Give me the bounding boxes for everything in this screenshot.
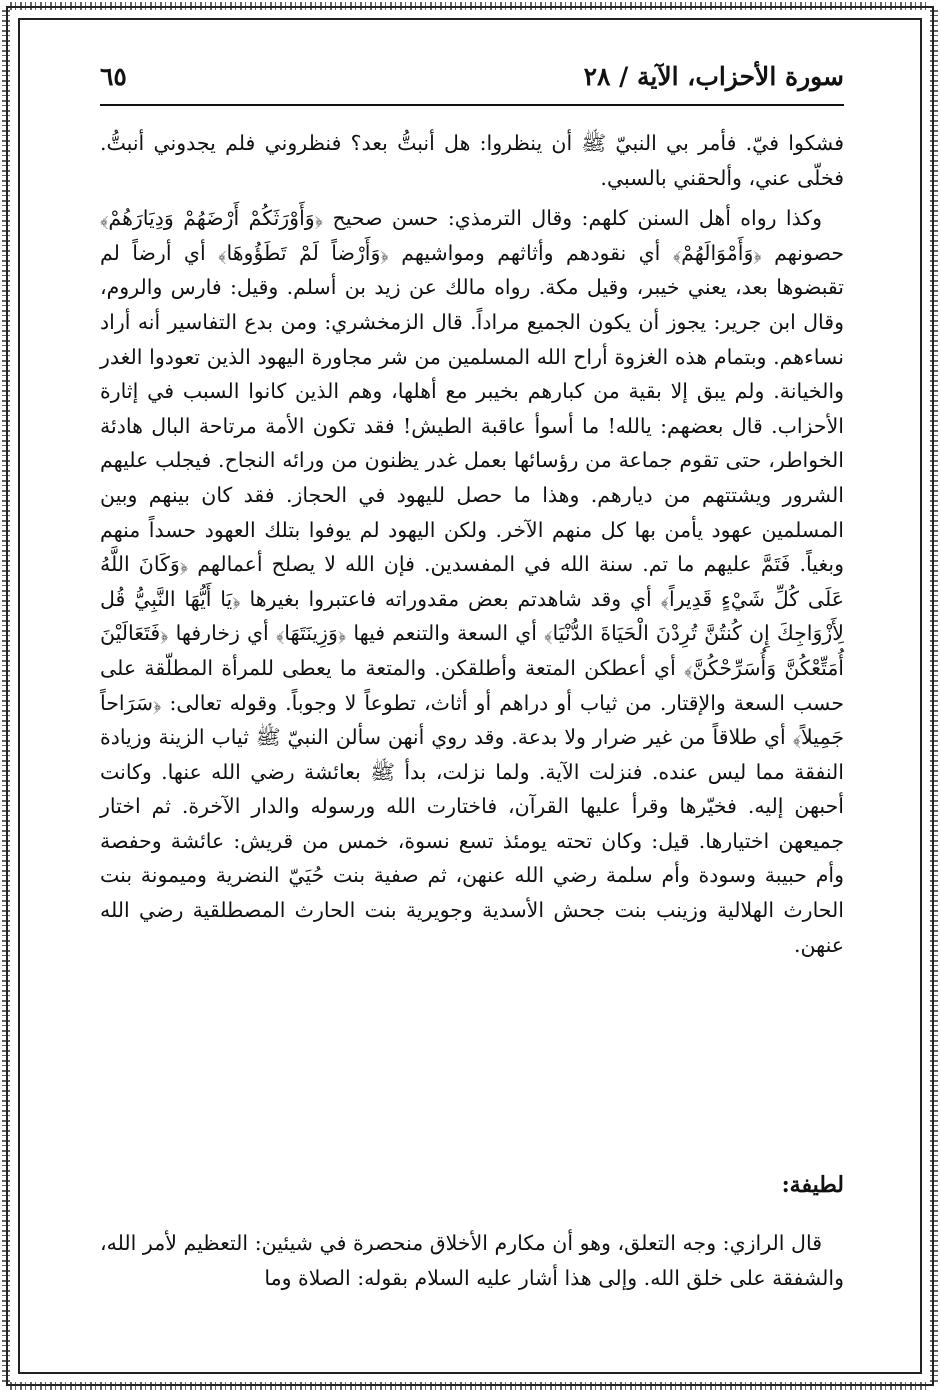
paragraph-1: فشكوا فيّ. فأمر بي النبيّ ﷺ أن ينظروا: هل أنبتُّ بعد؟ فنظروني فلم يجدوني أنبتُّ. فخلّى عني، وألحقني بالسبي. <box>100 131 844 190</box>
section-heading: لطيفة: <box>781 1172 844 1198</box>
running-title: سورة الأحزاب، الآية / ٢٨ <box>583 62 844 91</box>
paragraph-2: وكذا رواه أهل السنن كلهم: وقال الترمذي: حسن صحيح ﴿وَأَوْرَثَكُمْ أَرْضَهُمْ وَدِيَارَهُمْ﴾ حصونهم ﴿وَأَمْوَالَهُمْ﴾ أي نقودهم وأثاثهم ومواشيهم ﴿وَأَرْضاً لَمْ تَطَؤُوهَا﴾ أي أرضاً لم تقبضوها بعد، يعني خيبر، وقيل مكة. رواه مالك عن زيد بن أسلم. وقيل: فارس والروم، وقال ابن جرير: يجوز أن يكون الجميع مراداً. قال الزمخشري: ومن بدع التفاسير أنه أراد نساءهم. وبتمام هذه الغزوة أراح الله المسلمين من شر مجاورة اليهود الذين تعودوا الغدر والخيانة. ولم يبق إلا بقية من كبارهم بخيبر مع أهلها، وهم الذين كانوا السبب في إثارة الأحزاب. قال بعضهم: يالله! ما أسوأ عاقبة الطيش! فقد تكون الأمة مرتاحة البال هادئة الخواطر، حتى تقوم جماعة من رؤسائها بعمل غدر يظنون من ورائه النجاح. فيجلب عليهم الشرور ويشتتهم من ديارهم. وهذا ما حصل لليهود في الحجاز. فقد كان بينهم وبين المسلمين عهود يأمن بها كل منهم الآخر. ولكن اليهود لم يوفوا بتلك العهود حسداً منهم وبغياً. فَتَمَّ عليهم ما تم. سنة الله في المفسدين. فإن الله لا يصلح أعمالهم ﴿وَكَانَ اللَّهُ عَلَى كُلِّ شَيْءٍ قَدِيراً﴾ أي وقد شاهدتم بعض مقدوراته فاعتبروا بغيرها ﴿يَا أَيُّهَا النَّبِيُّ قُل لِأَزْوَاجِكَ إِن كُنتُنَّ تُرِدْنَ الْحَيَاةَ الدُّنْيَا﴾ أي السعة والتنعم فيها ﴿وَزِينَتَهَا﴾ أي زخارفها ﴿فَتَعَالَيْنَ أُمَتِّعْكُنَّ وَأُسَرِّحْكُنَّ﴾ أي أعطكن المتعة وأطلقكن. والمتعة ما يعطى للمرأة المطلّقة على حسب السعة والإقتار. من ثياب أو دراهم أو أثاث، تطوعاً لا وجوباً. وقوله تعالى: ﴿سَرَاحاً جَمِيلاً﴾ أي طلاقاً من غير ضرار ولا بدعة. وقد روي أنهن سألن النبيّ ﷺ ثياب الزينة وزيادة النفقة مما ليس عنده. فنزلت الآية. ولما نزلت، بدأ ﷺ بعائشة رضي الله عنها. وكانت أحبهن إليه. فخيّرها وقرأ عليها القرآن، فاختارت الله ورسوله والدار الآخرة. ثم اختار جميعهن اختيارها. قيل: وكان تحته يومئذ تسع نسوة، خمس من قريش: عائشة وحفصة وأم حبيبة وسودة وأم سلمة رضي الله عنهن، ثم صفية بنت حُيَيّ النضرية وميمونة بنت الحارث الهلالية وزينب بنت جحش الأسدية وجويرية بنت الحارث المصطلقية رضي الله عنهن. <box>100 206 844 957</box>
running-header <box>100 62 844 96</box>
section-paragraph: قال الرازي: وجه التعلق، وهو أن مكارم الأخلاق منحصرة في شيئين: التعظيم لأمر الله، والشفقة على خلق الله. وإلى هذا أشار عليه السلام بقوله: الصلاة وما <box>100 1231 844 1290</box>
main-text <box>100 126 844 968</box>
section-text <box>100 1226 844 1295</box>
page-number: ٦٥ <box>100 62 127 91</box>
header-rule <box>100 104 844 106</box>
